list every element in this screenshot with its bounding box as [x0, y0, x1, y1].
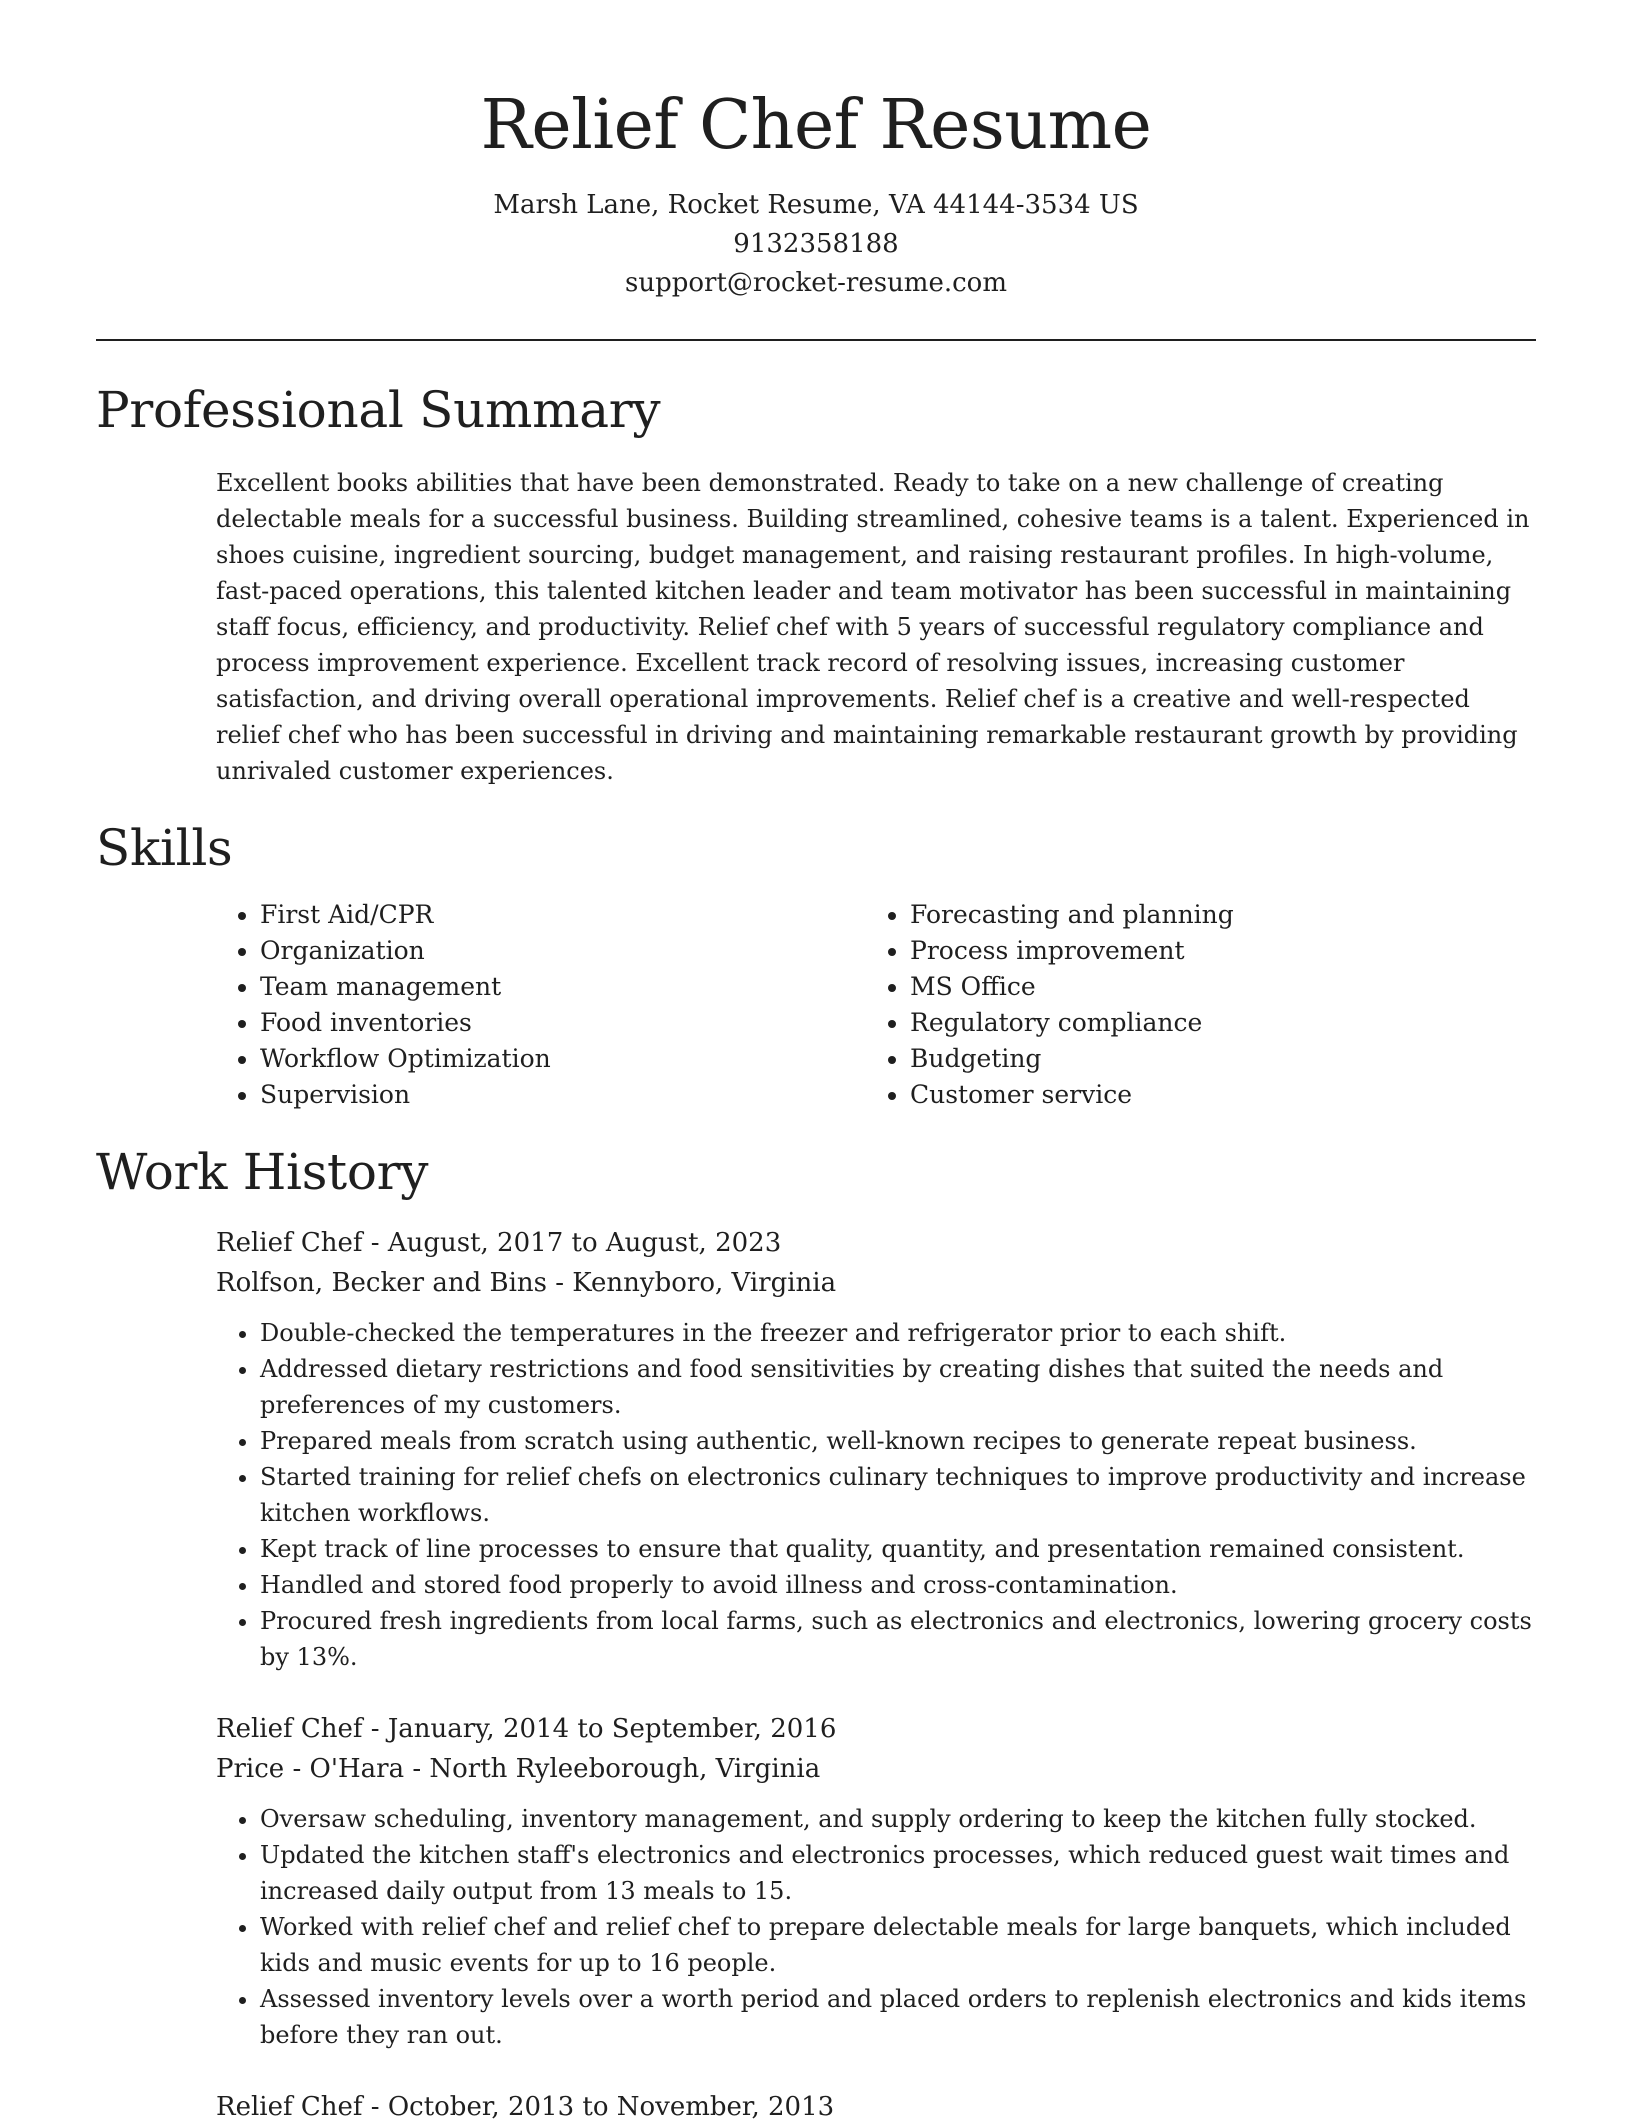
skill-item: • Budgeting — [910, 1041, 1396, 1077]
skill-item: • Team management — [260, 969, 746, 1005]
job-title-dates: Relief Chef - January, 2014 to September, 2016 — [216, 1714, 837, 1744]
job-duty: • Handled and stored food properly to avoid illness and cross-contamination. — [260, 1567, 1536, 1603]
job-duty: • Updated the kitchen staff's electronics and electronics processes, which reduced guest wait times and increased daily output from 13 meals to 15. — [260, 1837, 1536, 1909]
skill-item: • MS Office — [910, 969, 1396, 1005]
skill-item: • Food inventories — [260, 1005, 746, 1041]
work-history-heading: Work History — [96, 1143, 429, 1201]
skill-item: • Workflow Optimization — [260, 1041, 746, 1077]
job-company-location: Rolfson, Becker and Bins - Kennyboro, Virginia — [216, 1268, 837, 1298]
contact-address: Marsh Lane, Rocket Resume, VA 44144-3534 US — [493, 190, 1139, 220]
job-duties — [216, 1801, 1536, 2053]
skill-item: • Forecasting and planning — [910, 897, 1396, 933]
job-duties — [216, 1315, 1536, 1675]
job-entry — [216, 2087, 1536, 2127]
job-title-dates: Relief Chef - August, 2017 to August, 2023 — [216, 1228, 782, 1258]
skill-item: • Process improvement — [910, 933, 1396, 969]
skills-column-right — [746, 897, 1396, 1113]
contact-block — [96, 186, 1536, 303]
job-duty: • Prepared meals from scratch using authentic, well-known recipes to generate repeat business. — [260, 1423, 1536, 1459]
job-duty: • Addressed dietary restrictions and food sensitivities by creating dishes that suited the needs and preferences of my customers. — [260, 1351, 1536, 1423]
job-duty: • Started training for relief chefs on electronics culinary techniques to improve productivity and increase kitchen workflows. — [260, 1459, 1536, 1531]
skill-item: • First Aid/CPR — [260, 897, 746, 933]
skills-heading: Skills — [96, 819, 233, 877]
job-duty: • Procured fresh ingredients from local farms, such as electronics and electronics, lowering grocery costs by 13%. — [260, 1603, 1536, 1675]
job-title-dates: Relief Chef - October, 2013 to November, 2013 — [216, 2092, 835, 2122]
summary-heading: Professional Summary — [96, 381, 661, 439]
skills-column-left — [96, 897, 746, 1113]
header-divider — [96, 339, 1536, 341]
job-duty: • Kept track of line processes to ensure that quality, quantity, and presentation remained consistent. — [260, 1531, 1536, 1567]
job-duty: • Assessed inventory levels over a worth period and placed orders to replenish electronics and kids items before they ran out. — [260, 1981, 1536, 2053]
contact-email: support@rocket-resume.com — [624, 268, 1007, 298]
summary-text: Excellent books abilities that have been demonstrated. Ready to take on a new challenge of creating delectable meals for a successful business. Building streamlined, cohesive teams is a talent. Experienced in shoes cuisine, ingredient sourcing, budget management, and raising restaurant profiles. In high-volume, fast-paced operations, this talented kitchen leader and team motivator has been successful in maintaining staff focus, efficiency, and productivity. Relief chef with 5 years of successful regulatory compliance and process improvement experience. Excellent track record of resolving issues, increasing customer satisfaction, and driving overall operational improvements. Relief chef is a creative and well-respected relief chef who has been successful in driving and maintaining remarkable restaurant growth by providing unrivaled customer experiences. — [216, 469, 1530, 785]
job-duty: • Double-checked the temperatures in the freezer and refrigerator prior to each shift. — [260, 1315, 1536, 1351]
skill-item: • Customer service — [910, 1077, 1396, 1113]
skill-item: • Supervision — [260, 1077, 746, 1113]
job-duty: • Worked with relief chef and relief chef to prepare delectable meals for large banquets, which included kids and music events for up to 16 people. — [260, 1909, 1536, 1981]
contact-phone: 9132358188 — [733, 229, 899, 259]
job-entry — [216, 1223, 1536, 1675]
resume-page — [96, 0, 1536, 2127]
skills-list — [96, 897, 1536, 1113]
skill-item: • Regulatory compliance — [910, 1005, 1396, 1041]
resume-title: Relief Chef Resume — [480, 86, 1152, 165]
job-company-location: Price - O'Hara - North Ryleeborough, Virginia — [216, 1754, 821, 1784]
job-duty: • Oversaw scheduling, inventory management, and supply ordering to keep the kitchen fully stocked. — [260, 1801, 1536, 1837]
job-entry — [216, 1709, 1536, 2053]
skill-item: • Organization — [260, 933, 746, 969]
